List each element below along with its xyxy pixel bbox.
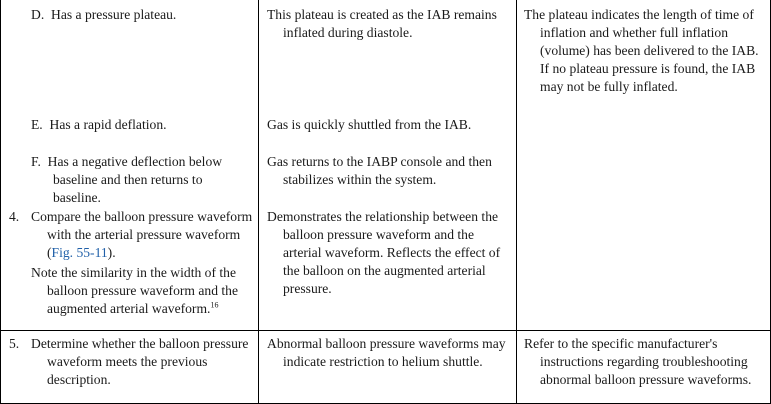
rationale-cell: This plateau is created as the IAB remains inflated during diastole. xyxy=(267,7,497,40)
step-label: E. xyxy=(31,117,43,132)
rationale-cell: Gas returns to the IABP console and then stabilizes within the system. xyxy=(267,154,492,187)
rationale-cell: Demonstrates the relationship between the balloon pressure waveform and the arterial waveform. Reflects the effect of the balloon on the augmented arterial pressure. xyxy=(267,209,501,296)
step-number: 4. xyxy=(9,209,20,224)
column-divider xyxy=(516,0,517,404)
table-row-e xyxy=(31,116,253,134)
note-cell: Refer to the specific manufacturer's instructions regarding troubleshooting abnormal balloon pressure waveforms. xyxy=(524,336,752,387)
reference-superscript: 16 xyxy=(210,300,219,310)
rationale-cell: Gas is quickly shuttled from the IAB. xyxy=(267,117,472,132)
column-divider xyxy=(258,0,259,404)
step-description: Has a rapid deflation. xyxy=(49,117,167,132)
step-number: 5. xyxy=(9,336,20,351)
figure-link[interactable]: Fig. 55-11 xyxy=(51,245,108,260)
step-note: Note the similarity in the width of the balloon pressure waveform and the augmented arterial waveform. xyxy=(31,265,239,316)
step-label: D. xyxy=(31,7,45,22)
step-description: Has a pressure plateau. xyxy=(51,7,177,22)
row-divider xyxy=(1,330,770,331)
rationale-cell: Abnormal balloon pressure waveforms may indicate restriction to helium shuttle. xyxy=(267,336,506,369)
step-description: Has a negative deflection below baseline and then returns to baseline. xyxy=(47,154,223,205)
table-row-4: Compare the balloon pressure waveform with the arterial pressure waveform (Fig. 55-11). Note the similarity in the width of the balloon pressure waveform and the augmented arterial waveform.$^{16}$ xyxy=(31,209,253,316)
step-description: Compare the balloon pressure waveform with the arterial pressure waveform ( xyxy=(31,209,253,260)
table-row-d xyxy=(31,6,253,24)
table-row-5 xyxy=(31,335,253,389)
table-row-f xyxy=(31,153,253,207)
step-label: F. xyxy=(31,154,41,169)
step-description: Determine whether the balloon pressure waveform meets the previous description. xyxy=(31,336,249,387)
note-cell: The plateau indicates the length of time of inflation and whether full inflation (volume) has been delivered to the IAB. If no plateau pressure is found, the IAB may not be fully inflated. xyxy=(524,7,759,94)
